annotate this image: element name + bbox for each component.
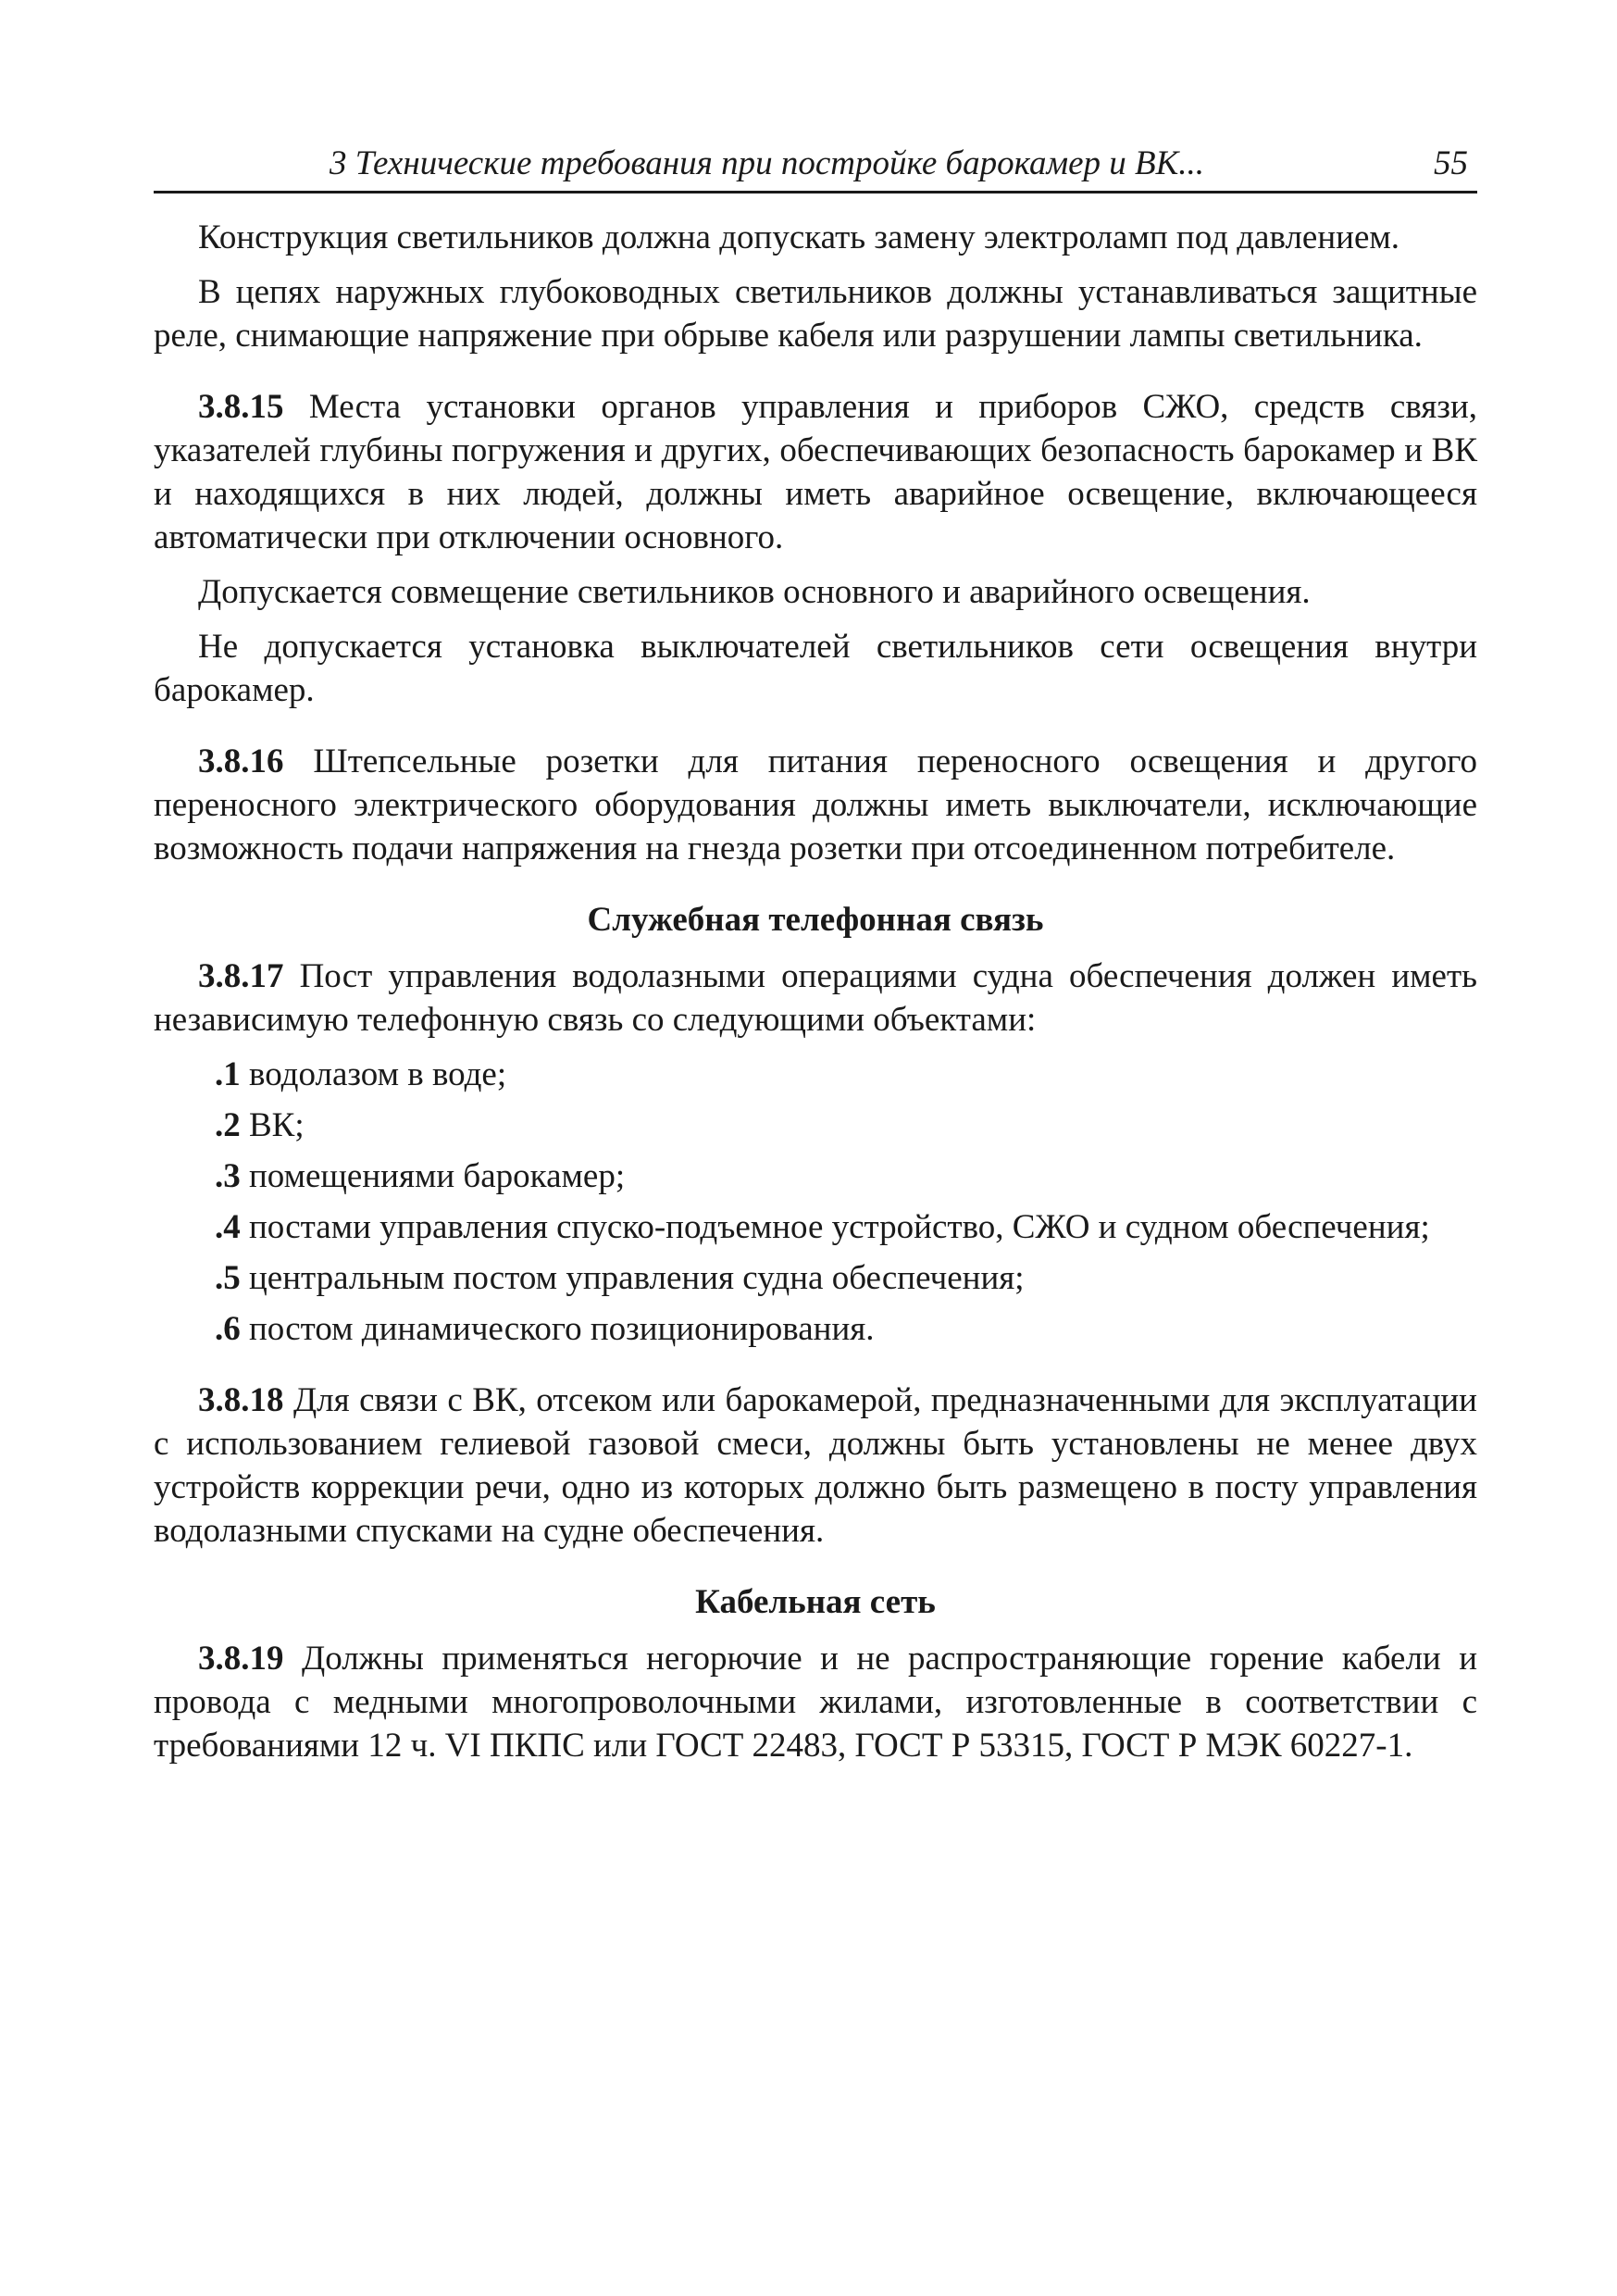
list-item [154,1307,1477,1351]
paragraph: Допускается совмещение светильников основного и аварийного освещения. [198,573,1311,611]
list-item-text: центральным постом управления судна обеспечения; [240,1259,1025,1297]
list-item-text: ВК; [240,1106,305,1144]
list-item-number: .1 [215,1055,241,1093]
clause-text: Для связи с ВК, отсеком или барокамерой, предназначенными для эксплуатации с использованием гелиевой газовой смеси, должны быть установлены не менее двух устройств коррекции речи, одно из которых должно быть размещено в посту управления водолазными спусками на судне обеспечения. [154,1381,1477,1550]
list-item-number: .5 [215,1259,241,1297]
clause-3-8-17 [154,955,1477,1042]
clause-text: Пост управления водолазными операциями судна обеспечения должен иметь независимую телефонную связь со следующими объектами: [154,957,1477,1039]
list-item-number: .2 [215,1106,241,1144]
paragraph: В цепях наружных глубоководных светильников должны устанавливаться защитные реле, снимающие напряжение при обрыве кабеля или разрушении лампы светильника. [154,273,1477,355]
clause-3-8-15 [154,385,1477,559]
clause-text: Штепсельные розетки для питания переносного освещения и другого переносного электрического оборудования должны иметь выключатели, исключающие возможность подачи напряжения на гнезда розетки при отсоединенном потребителе. [154,742,1477,867]
list-item-text: водолазом в воде; [240,1055,507,1093]
list-item [154,1104,1477,1147]
clause-3-8-19 [154,1637,1477,1767]
list-item [154,1205,1477,1249]
document-page [154,130,1477,1778]
list-item [154,1256,1477,1300]
clause-number: 3.8.15 [198,388,284,426]
section-heading-cable: Кабельная сеть [695,1583,936,1621]
clause-number: 3.8.17 [198,957,284,995]
paragraph: Не допускается установка выключателей светильников сети освещения внутри барокамер. [154,628,1477,709]
section-heading-telephone: Служебная телефонная связь [587,901,1044,939]
page-body [154,193,1477,1767]
page-number: 55 [1434,144,1468,182]
list-item [154,1154,1477,1198]
paragraph: Конструкция светильников должна допускать замену электроламп под давлением. [198,218,1400,256]
list-item-number: .4 [215,1208,241,1246]
clause-number: 3.8.18 [198,1381,284,1419]
list-item-number: .6 [215,1310,241,1348]
clause-number: 3.8.19 [198,1640,284,1678]
list-item [154,1053,1477,1096]
running-title: 3 Технические требования при постройке барокамер и ВК... [330,144,1204,182]
list-item-number: .3 [215,1157,241,1195]
running-header [154,130,1477,193]
list-item-text: постами управления спуско-подъемное устройство, СЖО и судном обеспечения; [240,1208,1430,1246]
clause-3-8-16 [154,740,1477,870]
list-item-text: помещениями барокамер; [240,1157,626,1195]
clause-text: Места установки органов управления и приборов СЖО, средств связи, указателей глубины погружения и других, обеспечивающих безопасность барокамер и ВК и находящихся в них людей, должны иметь аварийное освещение, включающееся автоматически при отключении основного. [154,388,1477,556]
clause-3-8-18 [154,1379,1477,1553]
clause-text: Должны применяться негорючие и не распространяющие горение кабели и провода с медными многопроволочными жилами, изготовленные в соответствии с требованиями 12 ч. VI ПКПС или ГОСТ 22483, ГОСТ Р 53315, ГОСТ Р МЭК 60227-1. [154,1640,1477,1765]
list-item-text: постом динамического позиционирования. [240,1310,875,1348]
clause-number: 3.8.16 [198,742,284,780]
